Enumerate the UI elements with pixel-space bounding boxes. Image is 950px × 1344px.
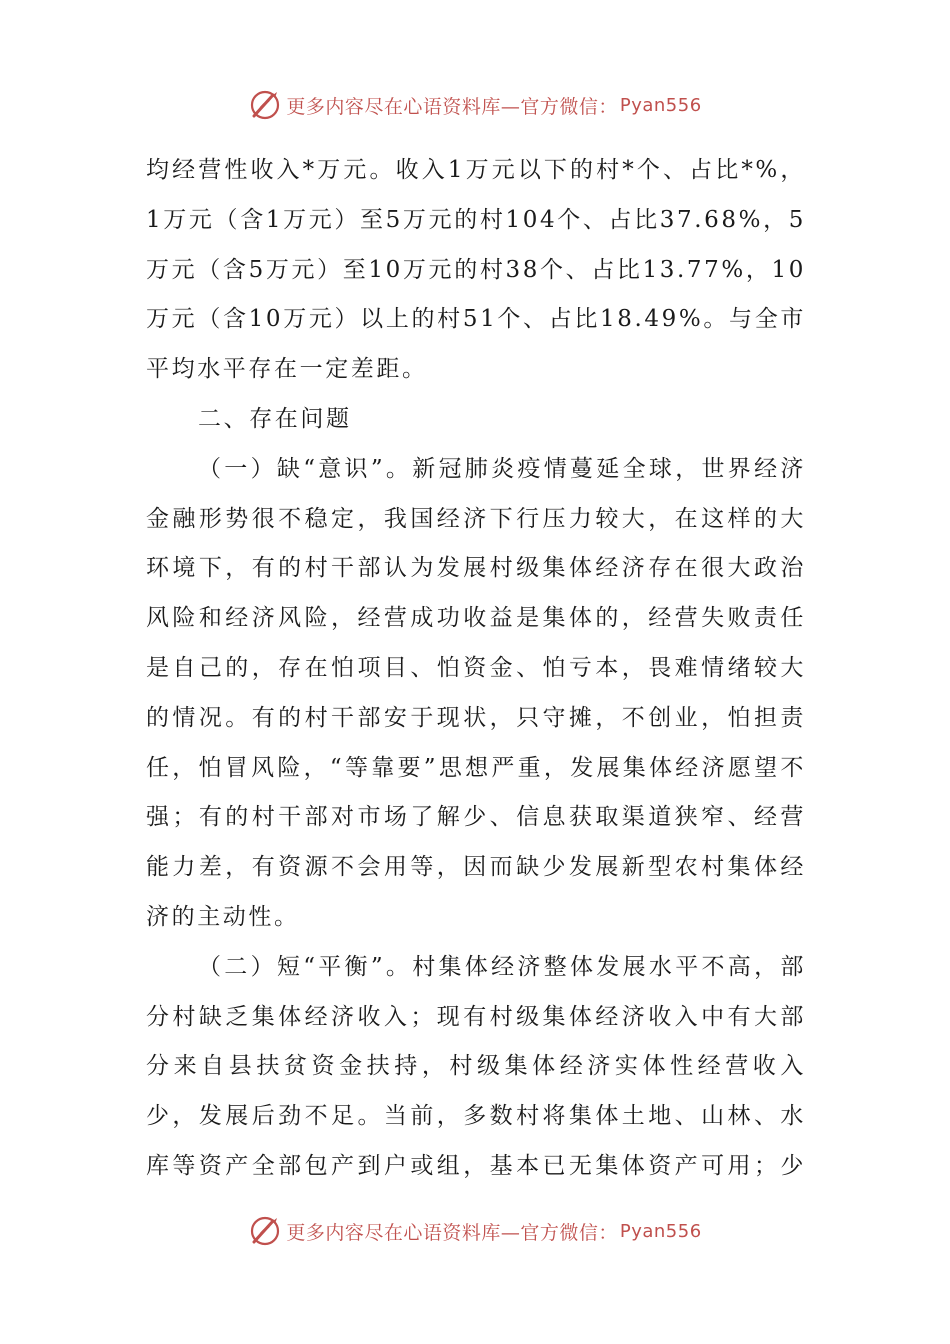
paragraph-lack-balance: （二）短“平衡”。村集体经济整体发展水平不高，部分村缺乏集体经济收入；现有村级集体经济收入中有大部分来自县扶贫资金扶持，村级集体经济实体性经营收入少，发展后劲不足。当前，多数村将集体土地、山林、水库等资产全部包产到户或组，基本已无集体资产可用；少	[146, 953, 806, 1179]
watermark-wechat-id: Pyan556	[619, 94, 702, 116]
footer-watermark	[0, 1213, 950, 1249]
watermark-text: 更多内容尽在心语资料库—官方微信：	[286, 1221, 618, 1244]
section-heading-problems: 二、存在问题	[198, 405, 352, 432]
paragraph-lack-awareness: （一）缺“意识”。新冠肺炎疫情蔓延全球，世界经济金融形势很不稳定，我国经济下行压力较大，在这样的大环境下，有的村干部认为发展村级集体经济存在很大政治风险和经济风险，经营成功收益是集体的，经营失败责任是自己的，存在怕项目、怕资金、怕亏本，畏难情绪较大的情况。有的村干部安于现状，只守摊，不创业，怕担责任，怕冒风险，“等靠要”思想严重，发展集体经济愿望不强；有的村干部对市场了解少、信息获取渠道狭窄、经营能力差，有资源不会用等，因而缺少发展新型农村集体经济的主动性。	[146, 455, 806, 930]
watermark-wechat-id: Pyan556	[619, 1220, 702, 1242]
paragraph-income-stats: 均经营性收入*万元。收入1万元以下的村*个、占比*%，1万元（含1万元）至5万元的村104个、占比37.68%，5万元（含5万元）至10万元的村38个、占比13.77%，10万元（含10万元）以上的村51个、占比18.49%。与全市平均水平存在一定差距。	[146, 157, 806, 383]
pen-logo-icon	[248, 88, 282, 122]
header-watermark	[0, 87, 950, 123]
pen-logo-icon	[248, 1214, 282, 1248]
watermark-text: 更多内容尽在心语资料库—官方微信：	[286, 95, 618, 118]
document-body	[146, 146, 806, 1192]
